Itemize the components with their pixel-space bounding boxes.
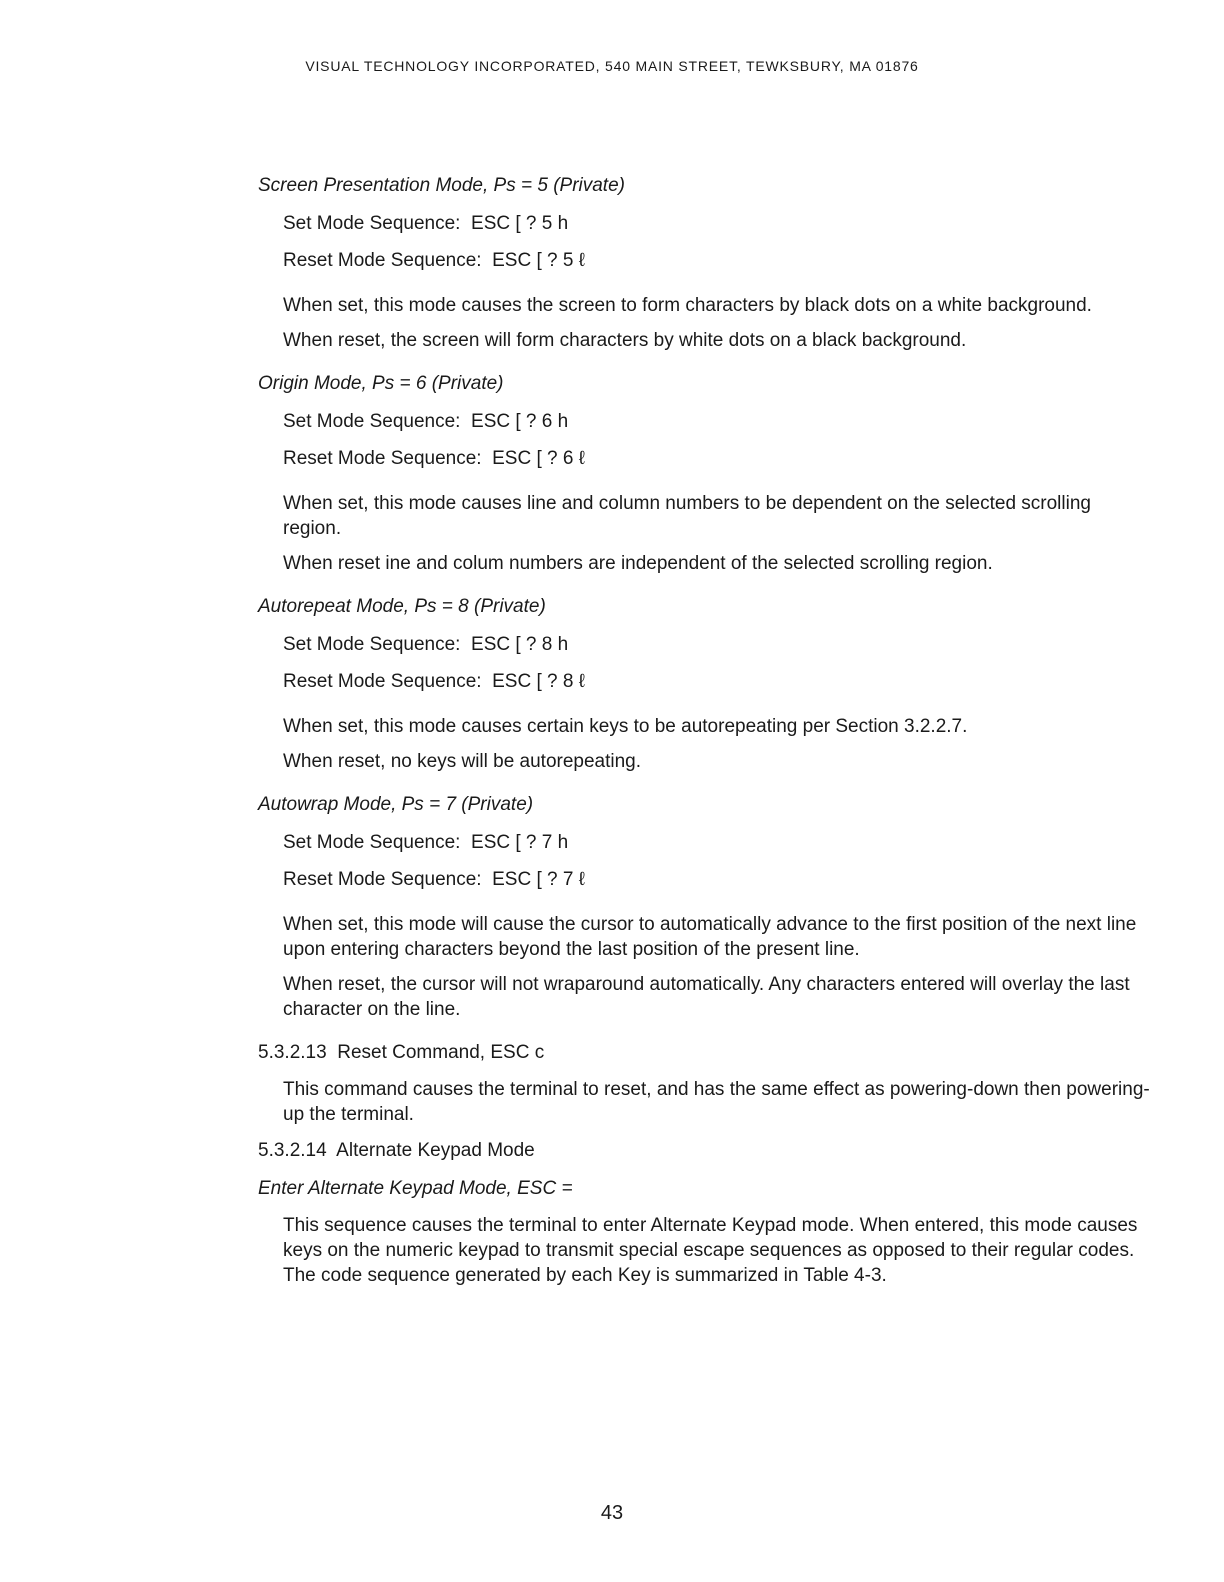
mode-heading: Autorepeat Mode, Ps = 8 (Private)	[258, 596, 546, 617]
mode-section-autowrap	[258, 791, 1153, 1022]
section-body: This sequence causes the terminal to enter Alternate Keypad mode. When entered, this mode causes keys on the numeric keypad to transmit special escape sequences as opposed to their regular codes. The code sequence generated by each Key is summarized in Table 4-3.	[283, 1215, 1138, 1286]
reset-description: When reset, the screen will form characters by white dots on a black background.	[283, 330, 967, 351]
set-mode-sequence: Set Mode Sequence: ESC [ ? 6 h	[283, 411, 569, 432]
section-title: 5.3.2.13 Reset Command, ESC c	[258, 1042, 545, 1063]
page-number: 43	[600, 1502, 624, 1524]
set-mode-sequence: Set Mode Sequence: ESC [ ? 7 h	[283, 832, 569, 853]
set-mode-sequence: Set Mode Sequence: ESC [ ? 5 h	[283, 213, 569, 234]
section-body: This command causes the terminal to reset, and has the same effect as powering-down then powering-up the terminal.	[283, 1079, 1150, 1125]
mode-heading: Origin Mode, Ps = 6 (Private)	[258, 373, 504, 394]
mode-heading: Autowrap Mode, Ps = 7 (Private)	[258, 794, 534, 815]
reset-description: When reset, the cursor will not wraparound automatically. Any characters entered will overlay the last character on the line.	[283, 974, 1130, 1020]
reset-mode-sequence: Reset Mode Sequence: ESC [ ? 8 ℓ	[283, 671, 585, 692]
mode-section-origin	[258, 370, 1153, 576]
reset-description: When reset ine and colum numbers are independent of the selected scrolling region.	[283, 553, 993, 574]
page-header: VISUAL TECHNOLOGY INCORPORATED, 540 MAIN STREET, TEWKSBURY, MA 01876	[305, 58, 919, 74]
set-mode-sequence: Set Mode Sequence: ESC [ ? 8 h	[283, 634, 569, 655]
set-description: When set, this mode causes the screen to form characters by black dots on a white background.	[283, 295, 1092, 316]
sub-heading: Enter Alternate Keypad Mode, ESC =	[258, 1178, 573, 1199]
mode-heading: Screen Presentation Mode, Ps = 5 (Private)	[258, 175, 625, 196]
reset-mode-sequence: Reset Mode Sequence: ESC [ ? 5 ℓ	[283, 250, 585, 271]
set-description: When set, this mode causes line and column numbers to be dependent on the selected scrolling region.	[283, 493, 1091, 539]
alternate-keypad-section	[258, 1137, 1153, 1288]
set-description: When set, this mode will cause the cursor to automatically advance to the first position of the next line upon entering characters beyond the last position of the present line.	[283, 914, 1137, 960]
reset-mode-sequence: Reset Mode Sequence: ESC [ ? 6 ℓ	[283, 448, 585, 469]
page-body	[258, 172, 1153, 1298]
mode-section-screen-presentation	[258, 172, 1153, 353]
section-title: 5.3.2.14 Alternate Keypad Mode	[258, 1140, 535, 1161]
reset-command-section	[258, 1039, 1153, 1127]
reset-description: When reset, no keys will be autorepeating.	[283, 751, 642, 772]
mode-section-autorepeat	[258, 593, 1153, 774]
set-description: When set, this mode causes certain keys to be autorepeating per Section 3.2.2.7.	[283, 716, 968, 737]
reset-mode-sequence: Reset Mode Sequence: ESC [ ? 7 ℓ	[283, 869, 585, 890]
